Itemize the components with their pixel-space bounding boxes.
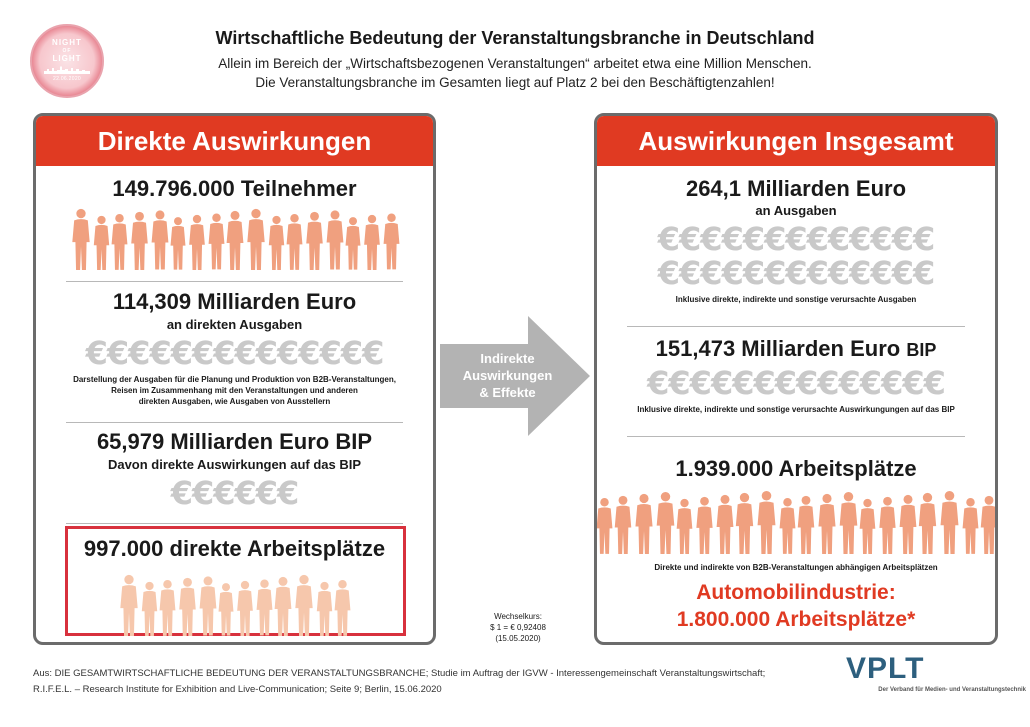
person-icon xyxy=(594,490,595,554)
euro-icons-total-bip: €€€€€€€€€€€€€€ xyxy=(647,364,945,402)
person-icon xyxy=(111,213,128,270)
total-jobs-note: Direkte und indirekte von B2B-Veranstaltungen abhängigen Arbeitsplätzen xyxy=(654,563,938,572)
total-bip-amount: 151,473 Milliarden Euro xyxy=(655,336,901,361)
logo-text-night: NIGHT xyxy=(52,38,82,47)
person-icon xyxy=(816,493,838,554)
direct-bip-value: 65,979 Milliarden Euro BIP xyxy=(96,429,373,454)
person-icon xyxy=(245,208,267,270)
vplt-tagline: Der Verband für Medien- und Veranstaltungstechnik xyxy=(878,687,1026,693)
logo-date: 22.06.2020 xyxy=(52,76,82,82)
arrow-label-line-3: & Effekte xyxy=(479,385,536,400)
person-icon xyxy=(235,580,255,636)
person-icon xyxy=(633,493,655,554)
direct-spend-sub: an direkten Ausgaben xyxy=(166,317,303,332)
person-icon xyxy=(326,209,344,270)
person-icon xyxy=(614,495,632,554)
automotive-label: Automobilindustrie: xyxy=(696,581,896,604)
total-jobs-value: 1.939.000 Arbeitsplätze xyxy=(675,456,917,481)
person-icon xyxy=(656,491,675,554)
person-icon xyxy=(316,581,333,636)
person-icon xyxy=(735,492,754,554)
source-line-2: R.I.F.E.L. – Research Institute for Exhibition and Live-Communication; Seite 9; Berlin, 15.06.2020 xyxy=(33,684,442,695)
direct-effects-heading: Direkte Auswirkungen xyxy=(36,116,433,166)
person-icon xyxy=(226,210,244,270)
person-icon xyxy=(159,579,176,636)
direct-jobs-value: 997.000 direkte Arbeitsplätze xyxy=(83,536,386,561)
total-bip-value xyxy=(597,336,995,362)
exchange-rate-line-1: Wechselkurs: xyxy=(494,612,542,621)
direct-spend-note-1: Darstellung der Ausgaben für die Planung und Produktion von B2B-Veranstaltungen, xyxy=(73,375,396,384)
total-jobs-section xyxy=(597,456,995,633)
person-icon xyxy=(938,490,961,554)
person-icon xyxy=(596,497,613,554)
participants-section xyxy=(36,176,433,270)
person-icon xyxy=(716,494,734,554)
direct-bip-sub: Davon direkte Auswirkungen auf das BIP xyxy=(107,457,362,472)
person-icon xyxy=(899,494,917,554)
person-icon xyxy=(980,495,998,554)
person-icon xyxy=(755,490,778,554)
person-icon xyxy=(218,582,234,636)
divider xyxy=(66,281,403,282)
divider xyxy=(627,436,965,437)
euro-icons-total-row-1: €€€€€€€€€€€€€ xyxy=(657,220,935,258)
person-icon xyxy=(859,498,876,554)
person-icon xyxy=(118,574,140,636)
exchange-rate-line-3: (15.05.2020) xyxy=(495,634,541,643)
direct-bip-section xyxy=(36,429,433,512)
person-icon xyxy=(129,211,150,270)
person-icon xyxy=(345,216,361,270)
page-title: Wirtschaftliche Bedeutung der Veranstaltungsbranche in Deutschland xyxy=(215,28,815,48)
people-group-participants xyxy=(36,208,433,270)
subtitle-line-2: Die Veranstaltungsbranche im Gesamten liegt auf Platz 2 bei den Beschäftigtenzahlen! xyxy=(255,75,775,90)
total-bip-note: Inklusive direkte, indirekte und sonstige verursachte Auswirkungungen auf das BIP xyxy=(637,405,955,414)
total-spend-note: Inklusive direkte, indirekte und sonstige verursachte Ausgaben xyxy=(675,295,917,304)
person-icon xyxy=(199,575,217,636)
person-icon xyxy=(334,579,351,636)
direct-spend-value: 114,309 Milliarden Euro xyxy=(112,289,357,314)
arrow-label-line-1: Indirekte xyxy=(480,351,535,366)
person-icon xyxy=(694,496,715,554)
person-icon xyxy=(70,208,92,270)
total-effects-panel xyxy=(594,113,998,645)
person-icon xyxy=(286,213,303,270)
divider xyxy=(66,523,403,524)
person-icon xyxy=(293,574,315,636)
exchange-rate-line-2: $ 1 = € 0,92408 xyxy=(490,623,546,632)
person-icon xyxy=(797,495,815,554)
source-line-1: Aus: DIE GESAMTWIRTSCHAFTLICHE BEDEUTUNG DER VERANSTALTUNGSBRANCHE; Studie im Auftrag der IGVW - Interessengemeinschaft Veranstaltungswirtschaft; xyxy=(33,668,766,679)
automotive-jobs-value: 1.800.000 Arbeitsplätze* xyxy=(676,608,916,631)
direct-spend-section xyxy=(36,289,433,407)
logo-text-of: OF xyxy=(62,48,72,54)
total-spend-sub: an Ausgaben xyxy=(755,203,837,218)
person-icon xyxy=(918,492,937,554)
direct-effects-panel xyxy=(33,113,436,645)
direct-spend-note-3: direkten Ausgaben, wie Ausgaben von Ausstellern xyxy=(138,397,331,406)
person-icon xyxy=(676,498,693,554)
person-icon xyxy=(170,216,186,270)
person-icon xyxy=(362,214,382,270)
person-icon xyxy=(779,497,796,554)
euro-icons-direct-bip: €€€€€€ xyxy=(170,474,299,512)
person-icon xyxy=(256,578,273,636)
exchange-rate-note xyxy=(468,611,568,644)
person-icon xyxy=(304,211,325,270)
person-icon xyxy=(208,212,225,270)
person-icon xyxy=(151,209,169,270)
euro-icons-direct-spend: €€€€€€€€€€€€€€ xyxy=(85,334,384,372)
person-icon xyxy=(187,214,207,270)
arrow-label xyxy=(445,350,570,401)
subtitle-line-1: Allein im Bereich der „Wirtschaftsbezogenen Veranstaltungen“ arbeitet etwa eine Million Menschen. xyxy=(218,56,812,71)
total-bip-unit: BIP xyxy=(906,340,937,360)
divider xyxy=(66,422,403,423)
divider xyxy=(627,326,965,327)
direct-jobs-section xyxy=(36,536,433,636)
person-icon xyxy=(877,496,898,554)
people-group-total-jobs xyxy=(597,490,995,554)
total-effects-heading: Auswirkungen Insgesamt xyxy=(597,116,995,166)
total-bip-section xyxy=(597,336,995,415)
person-icon xyxy=(177,577,198,636)
logo-text-light: LIGHT xyxy=(52,54,82,63)
direct-spend-note-2: Reisen im Zusammenhang mit den Veranstaltungen und anderen xyxy=(111,386,358,395)
person-icon xyxy=(274,576,292,636)
vplt-logo: VPLT xyxy=(846,652,925,685)
person-icon xyxy=(962,497,979,554)
participants-value: 149.796.000 Teilnehmer xyxy=(112,176,357,201)
arrow-label-line-2: Auswirkungen xyxy=(462,368,553,383)
euro-icons-total-row-2: €€€€€€€€€€€€€ xyxy=(657,254,935,292)
total-spend-value: 264,1 Milliarden Euro xyxy=(685,176,907,201)
people-group-direct-jobs xyxy=(36,574,433,636)
person-icon xyxy=(268,215,285,270)
person-icon xyxy=(383,212,400,270)
person-icon xyxy=(93,215,110,270)
total-spend-section xyxy=(597,176,995,305)
person-icon xyxy=(141,581,158,636)
person-icon xyxy=(839,491,858,554)
